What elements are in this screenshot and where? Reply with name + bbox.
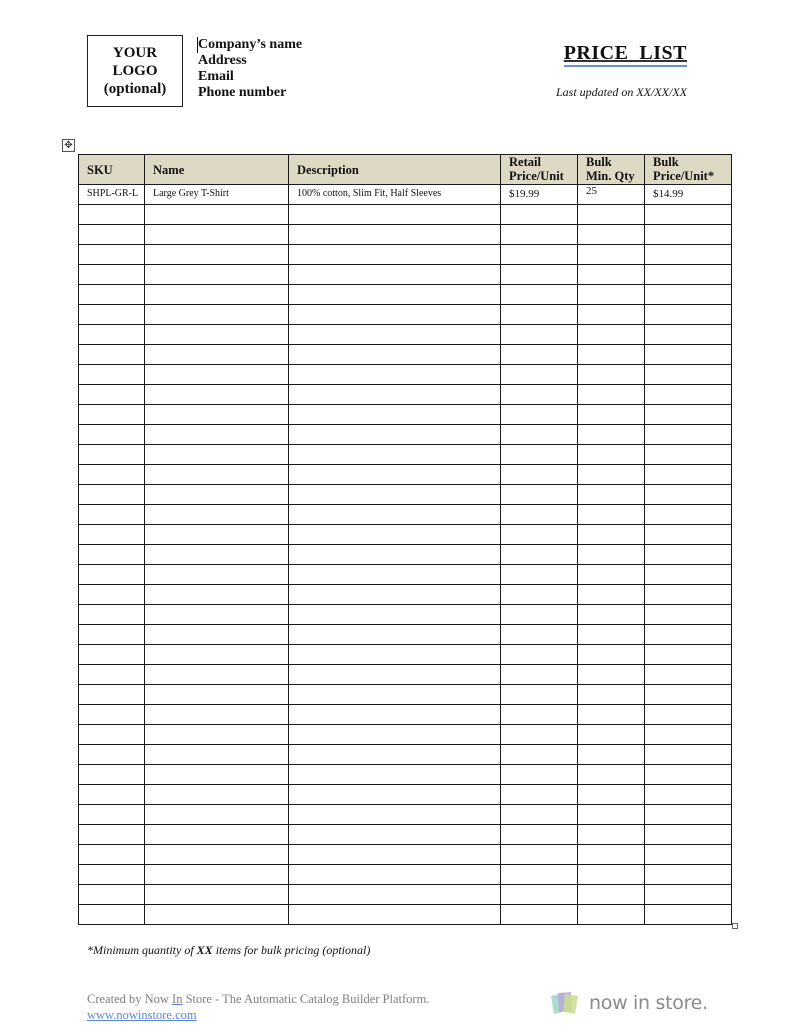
cell-description[interactable]: [289, 685, 501, 705]
cell-bulk-qty[interactable]: [578, 405, 645, 425]
table-row: [79, 905, 732, 925]
brand-text: now in store.: [589, 992, 708, 1014]
cell-sku[interactable]: [79, 285, 145, 305]
cell-bulk-price[interactable]: [645, 205, 732, 225]
cell-name[interactable]: [145, 485, 289, 505]
cell-bulk-price[interactable]: [645, 625, 732, 645]
cell-bulk-price[interactable]: [645, 465, 732, 485]
cell-description[interactable]: [289, 905, 501, 925]
header-line: Price/Unit: [509, 169, 564, 183]
cell-bulk-qty[interactable]: [578, 465, 645, 485]
cell-description[interactable]: [289, 845, 501, 865]
cell-sku[interactable]: [79, 625, 145, 645]
cell-retail-price[interactable]: [501, 445, 578, 465]
cell-retail-price[interactable]: [501, 665, 578, 685]
cell-description[interactable]: [289, 725, 501, 745]
table-header-row: [79, 155, 732, 185]
cell-name[interactable]: [145, 545, 289, 565]
cell-name[interactable]: [145, 605, 289, 625]
credit-line: [87, 991, 429, 1007]
brand-cards-icon: [549, 990, 583, 1016]
header-line: Min. Qty: [586, 169, 635, 183]
cell-description[interactable]: [289, 285, 501, 305]
cell-retail-price[interactable]: [501, 545, 578, 565]
cell-description[interactable]: [289, 865, 501, 885]
table-row: [79, 725, 732, 745]
cell-name[interactable]: [145, 825, 289, 845]
logo-line: YOUR: [112, 45, 158, 61]
cell-description[interactable]: [289, 605, 501, 625]
price-table: [78, 154, 732, 925]
cell-bulk-price[interactable]: [645, 665, 732, 685]
cell-bulk-qty[interactable]: [578, 445, 645, 465]
cell-sku[interactable]: [79, 465, 145, 485]
cell-name[interactable]: [145, 625, 289, 645]
cell-retail-price[interactable]: [501, 525, 578, 545]
header-sku: SKU: [79, 155, 145, 185]
cell-sku[interactable]: [79, 545, 145, 565]
cell-sku[interactable]: [79, 445, 145, 465]
cell-sku[interactable]: [79, 425, 145, 445]
cell-name[interactable]: [145, 325, 289, 345]
cell-sku[interactable]: [79, 725, 145, 745]
table-row: [79, 185, 732, 205]
cell-bulk-price[interactable]: [645, 245, 732, 265]
cell-description[interactable]: [289, 745, 501, 765]
website-link[interactable]: www.nowinstore.com: [87, 1008, 197, 1022]
table-row: [79, 585, 732, 605]
cell-bulk-price[interactable]: [645, 365, 732, 385]
header-line: Bulk: [653, 155, 679, 169]
cell-bulk-qty[interactable]: [578, 765, 645, 785]
cell-bulk-price[interactable]: [645, 385, 732, 405]
cell-bulk-qty[interactable]: [578, 825, 645, 845]
cell-description[interactable]: [289, 325, 501, 345]
cell-description[interactable]: [289, 425, 501, 445]
company-info[interactable]: [198, 37, 302, 101]
cell-name[interactable]: [145, 725, 289, 745]
cell-name[interactable]: [145, 245, 289, 265]
cell-retail-price[interactable]: [501, 205, 578, 225]
cell-sku[interactable]: [79, 205, 145, 225]
table-row: [79, 485, 732, 505]
footnote-qty: XX: [196, 943, 213, 957]
cell-sku[interactable]: [79, 745, 145, 765]
cell-description[interactable]: [289, 405, 501, 425]
cell-retail-price[interactable]: [501, 885, 578, 905]
cell-sku[interactable]: [79, 485, 145, 505]
cell-name[interactable]: [145, 645, 289, 665]
table-row: [79, 365, 732, 385]
cell-retail-price[interactable]: [501, 705, 578, 725]
cell-name[interactable]: [145, 205, 289, 225]
credit: [87, 991, 429, 1023]
cell-retail-price[interactable]: [501, 745, 578, 765]
cell-bulk-qty[interactable]: [578, 605, 645, 625]
cell-retail-price[interactable]: $19.99: [501, 185, 578, 205]
table-row: [79, 525, 732, 545]
cell-bulk-price[interactable]: [645, 605, 732, 625]
cell-name[interactable]: [145, 345, 289, 365]
cell-description[interactable]: [289, 765, 501, 785]
cell-bulk-qty[interactable]: [578, 665, 645, 685]
cell-bulk-qty[interactable]: [578, 245, 645, 265]
cell-name[interactable]: [145, 885, 289, 905]
table-row: [79, 405, 732, 425]
cell-bulk-price[interactable]: [645, 265, 732, 285]
cell-bulk-price[interactable]: [645, 645, 732, 665]
cell-bulk-price[interactable]: [645, 405, 732, 425]
cell-sku[interactable]: [79, 345, 145, 365]
table-row: [79, 785, 732, 805]
cell-retail-price[interactable]: [501, 265, 578, 285]
cell-description[interactable]: [289, 505, 501, 525]
cell-sku[interactable]: [79, 865, 145, 885]
cell-bulk-price[interactable]: [645, 685, 732, 705]
cell-bulk-qty[interactable]: [578, 525, 645, 545]
table-row: [79, 745, 732, 765]
cell-retail-price[interactable]: [501, 805, 578, 825]
cell-name[interactable]: [145, 225, 289, 245]
cell-name[interactable]: [145, 525, 289, 545]
bulk-footnote: [87, 943, 370, 958]
cell-name[interactable]: [145, 685, 289, 705]
cell-retail-price[interactable]: [501, 405, 578, 425]
company-address[interactable]: Address: [198, 53, 247, 68]
cell-bulk-qty[interactable]: 25: [578, 185, 645, 205]
cell-bulk-price[interactable]: [645, 545, 732, 565]
cell-bulk-price[interactable]: [645, 425, 732, 445]
company-email[interactable]: Email: [198, 69, 234, 84]
table-row: [79, 685, 732, 705]
cell-description[interactable]: [289, 305, 501, 325]
cell-sku[interactable]: SHPL-GR-L: [79, 185, 145, 205]
table-row: [79, 805, 732, 825]
cell-bulk-qty[interactable]: [578, 685, 645, 705]
company-phone[interactable]: Phone number: [198, 85, 287, 100]
cell-bulk-price[interactable]: [645, 285, 732, 305]
cell-sku[interactable]: [79, 665, 145, 685]
cell-sku[interactable]: [79, 685, 145, 705]
cell-bulk-qty[interactable]: [578, 205, 645, 225]
cell-bulk-qty[interactable]: [578, 585, 645, 605]
cell-description[interactable]: [289, 265, 501, 285]
cell-name[interactable]: [145, 845, 289, 865]
cell-bulk-price[interactable]: [645, 705, 732, 725]
cell-description[interactable]: [289, 565, 501, 585]
cell-description[interactable]: [289, 825, 501, 845]
table-row: [79, 665, 732, 685]
cell-bulk-price[interactable]: [645, 225, 732, 245]
cell-bulk-price[interactable]: [645, 305, 732, 325]
cell-description[interactable]: [289, 205, 501, 225]
cell-retail-price[interactable]: [501, 905, 578, 925]
page-title: PRICE LIST: [564, 42, 687, 67]
cell-bulk-qty[interactable]: [578, 425, 645, 445]
table-row: [79, 605, 732, 625]
cell-bulk-price[interactable]: [645, 445, 732, 465]
table-row: [79, 645, 732, 665]
logo-placeholder: [87, 35, 183, 107]
cell-name[interactable]: [145, 265, 289, 285]
cell-retail-price[interactable]: [501, 245, 578, 265]
cell-name[interactable]: [145, 505, 289, 525]
cell-bulk-price[interactable]: [645, 845, 732, 865]
cell-description[interactable]: [289, 485, 501, 505]
cell-sku[interactable]: [79, 605, 145, 625]
cell-sku[interactable]: [79, 705, 145, 725]
cell-bulk-qty[interactable]: [578, 225, 645, 245]
cell-name[interactable]: [145, 665, 289, 685]
cell-bulk-qty[interactable]: [578, 565, 645, 585]
cell-bulk-qty[interactable]: [578, 805, 645, 825]
cell-name[interactable]: [145, 765, 289, 785]
cell-retail-price[interactable]: [501, 765, 578, 785]
cell-sku[interactable]: [79, 365, 145, 385]
cell-retail-price[interactable]: [501, 305, 578, 325]
credit-prefix: Created by Now: [87, 992, 173, 1006]
cell-bulk-price[interactable]: [645, 325, 732, 345]
table-move-handle-icon[interactable]: ✥: [62, 139, 75, 152]
cell-bulk-qty[interactable]: [578, 865, 645, 885]
cell-description[interactable]: [289, 465, 501, 485]
table-row: [79, 825, 732, 845]
cell-sku[interactable]: [79, 765, 145, 785]
cell-name[interactable]: [145, 385, 289, 405]
cell-retail-price[interactable]: [501, 725, 578, 745]
cell-description[interactable]: [289, 585, 501, 605]
cell-bulk-price[interactable]: [645, 585, 732, 605]
cell-retail-price[interactable]: [501, 465, 578, 485]
cell-name[interactable]: [145, 705, 289, 725]
cell-description[interactable]: [289, 225, 501, 245]
cell-name[interactable]: Large Grey T-Shirt: [145, 185, 289, 205]
header-retail-price: [501, 155, 578, 185]
cell-sku[interactable]: [79, 805, 145, 825]
cell-bulk-price[interactable]: [645, 745, 732, 765]
table-row: [79, 285, 732, 305]
cell-bulk-qty[interactable]: [578, 305, 645, 325]
cell-description[interactable]: [289, 445, 501, 465]
cell-bulk-price[interactable]: [645, 485, 732, 505]
brand-logo: [549, 990, 708, 1016]
cell-bulk-qty[interactable]: [578, 485, 645, 505]
footnote-suffix: items for bulk pricing (optional): [212, 943, 371, 957]
table-row: [79, 465, 732, 485]
cell-retail-price[interactable]: [501, 225, 578, 245]
cell-retail-price[interactable]: [501, 565, 578, 585]
cell-sku[interactable]: [79, 885, 145, 905]
table-row: [79, 845, 732, 865]
cell-retail-price[interactable]: [501, 605, 578, 625]
cell-name[interactable]: [145, 865, 289, 885]
cell-bulk-qty[interactable]: [578, 265, 645, 285]
cell-retail-price[interactable]: [501, 785, 578, 805]
cell-name[interactable]: [145, 565, 289, 585]
table-row: [79, 765, 732, 785]
cell-bulk-price[interactable]: [645, 785, 732, 805]
cell-bulk-price[interactable]: [645, 505, 732, 525]
cell-bulk-qty[interactable]: [578, 785, 645, 805]
company-name[interactable]: Company’s name: [198, 37, 303, 52]
cell-sku[interactable]: [79, 405, 145, 425]
cell-description[interactable]: [289, 785, 501, 805]
cell-name[interactable]: [145, 285, 289, 305]
cell-bulk-price[interactable]: [645, 865, 732, 885]
cell-bulk-price[interactable]: [645, 725, 732, 745]
header-description: Description: [289, 155, 501, 185]
table-row: [79, 505, 732, 525]
cell-bulk-qty[interactable]: [578, 885, 645, 905]
cell-description[interactable]: [289, 245, 501, 265]
cell-bulk-qty[interactable]: [578, 325, 645, 345]
table-row: [79, 325, 732, 345]
cell-bulk-price[interactable]: [645, 345, 732, 365]
cell-description[interactable]: [289, 705, 501, 725]
header-line: Price/Unit*: [653, 169, 715, 183]
cell-sku[interactable]: [79, 225, 145, 245]
cell-name[interactable]: [145, 805, 289, 825]
cell-description[interactable]: [289, 525, 501, 545]
header-line: Bulk: [586, 155, 612, 169]
table-row: [79, 625, 732, 645]
cell-bulk-price[interactable]: [645, 885, 732, 905]
table-row: [79, 865, 732, 885]
cell-description[interactable]: [289, 645, 501, 665]
cell-description[interactable]: [289, 885, 501, 905]
cell-sku[interactable]: [79, 845, 145, 865]
cell-description[interactable]: [289, 665, 501, 685]
table-resize-handle[interactable]: [732, 923, 738, 929]
cell-bulk-price[interactable]: [645, 565, 732, 585]
cell-sku[interactable]: [79, 385, 145, 405]
cell-retail-price[interactable]: [501, 345, 578, 365]
cell-bulk-price[interactable]: [645, 905, 732, 925]
cell-retail-price[interactable]: [501, 625, 578, 645]
cell-bulk-qty[interactable]: [578, 905, 645, 925]
cell-sku[interactable]: [79, 265, 145, 285]
table-row: [79, 885, 732, 905]
credit-suffix: Store - The Automatic Catalog Builder Platform.: [182, 992, 430, 1006]
cell-retail-price[interactable]: [501, 865, 578, 885]
cell-bulk-price[interactable]: [645, 825, 732, 845]
cell-bulk-qty[interactable]: [578, 845, 645, 865]
cell-bulk-qty[interactable]: [578, 385, 645, 405]
table-row: [79, 225, 732, 245]
header-name: Name: [145, 155, 289, 185]
table-row: [79, 345, 732, 365]
table-row: [79, 205, 732, 225]
last-updated: Last updated on XX/XX/XX: [556, 85, 687, 99]
cell-bulk-price[interactable]: [645, 805, 732, 825]
cell-retail-price[interactable]: [501, 845, 578, 865]
cell-sku[interactable]: [79, 585, 145, 605]
cell-sku[interactable]: [79, 325, 145, 345]
cell-sku[interactable]: [79, 505, 145, 525]
header-bulk-min-qty: [578, 155, 645, 185]
cell-bulk-qty[interactable]: [578, 625, 645, 645]
table-row: [79, 385, 732, 405]
cell-description[interactable]: [289, 345, 501, 365]
table-row: [79, 245, 732, 265]
cell-sku[interactable]: [79, 525, 145, 545]
cell-bulk-price[interactable]: [645, 525, 732, 545]
cell-bulk-price[interactable]: [645, 765, 732, 785]
cell-description[interactable]: [289, 385, 501, 405]
logo-line: (optional): [103, 81, 167, 97]
cell-retail-price[interactable]: [501, 485, 578, 505]
cell-description[interactable]: [289, 625, 501, 645]
table-row: [79, 565, 732, 585]
cell-sku[interactable]: [79, 305, 145, 325]
cell-description[interactable]: [289, 545, 501, 565]
cell-bulk-qty[interactable]: [578, 505, 645, 525]
cell-name[interactable]: [145, 585, 289, 605]
cell-name[interactable]: [145, 305, 289, 325]
logo-line: LOGO: [112, 63, 158, 79]
cell-sku[interactable]: [79, 785, 145, 805]
cell-retail-price[interactable]: [501, 365, 578, 385]
cell-bulk-qty[interactable]: [578, 705, 645, 725]
cell-retail-price[interactable]: [501, 325, 578, 345]
header-bulk-price: [645, 155, 732, 185]
cell-retail-price[interactable]: [501, 425, 578, 445]
cell-description[interactable]: 100% cotton, Slim Fit, Half Sleeves: [289, 185, 501, 205]
cell-bulk-qty[interactable]: [578, 365, 645, 385]
table-row: [79, 445, 732, 465]
cell-name[interactable]: [145, 785, 289, 805]
cell-bulk-qty[interactable]: [578, 285, 645, 305]
cell-retail-price[interactable]: [501, 385, 578, 405]
cell-retail-price[interactable]: [501, 825, 578, 845]
cell-bulk-qty[interactable]: [578, 345, 645, 365]
cell-sku[interactable]: [79, 905, 145, 925]
cell-name[interactable]: [145, 745, 289, 765]
cell-bulk-qty[interactable]: [578, 725, 645, 745]
cell-retail-price[interactable]: [501, 505, 578, 525]
cell-sku[interactable]: [79, 645, 145, 665]
credit-in-word: In: [172, 992, 183, 1006]
header-line: Retail: [509, 155, 541, 169]
cell-sku[interactable]: [79, 245, 145, 265]
cell-description[interactable]: [289, 365, 501, 385]
footnote-prefix: *Minimum quantity of: [87, 943, 197, 957]
cell-retail-price[interactable]: [501, 645, 578, 665]
table-row: [79, 265, 732, 285]
cell-description[interactable]: [289, 805, 501, 825]
table-row: [79, 425, 732, 445]
cell-sku[interactable]: [79, 565, 145, 585]
cell-retail-price[interactable]: [501, 285, 578, 305]
cell-retail-price[interactable]: [501, 585, 578, 605]
cell-bulk-qty[interactable]: [578, 745, 645, 765]
cell-sku[interactable]: [79, 825, 145, 845]
cell-bulk-qty[interactable]: [578, 645, 645, 665]
cell-bulk-qty[interactable]: [578, 545, 645, 565]
cell-name[interactable]: [145, 425, 289, 445]
cell-bulk-price[interactable]: $14.99: [645, 185, 732, 205]
table-row: [79, 545, 732, 565]
cell-name[interactable]: [145, 365, 289, 385]
cell-name[interactable]: [145, 905, 289, 925]
cell-name[interactable]: [145, 405, 289, 425]
cell-name[interactable]: [145, 445, 289, 465]
cell-name[interactable]: [145, 465, 289, 485]
table-row: [79, 705, 732, 725]
cell-retail-price[interactable]: [501, 685, 578, 705]
table-row: [79, 305, 732, 325]
